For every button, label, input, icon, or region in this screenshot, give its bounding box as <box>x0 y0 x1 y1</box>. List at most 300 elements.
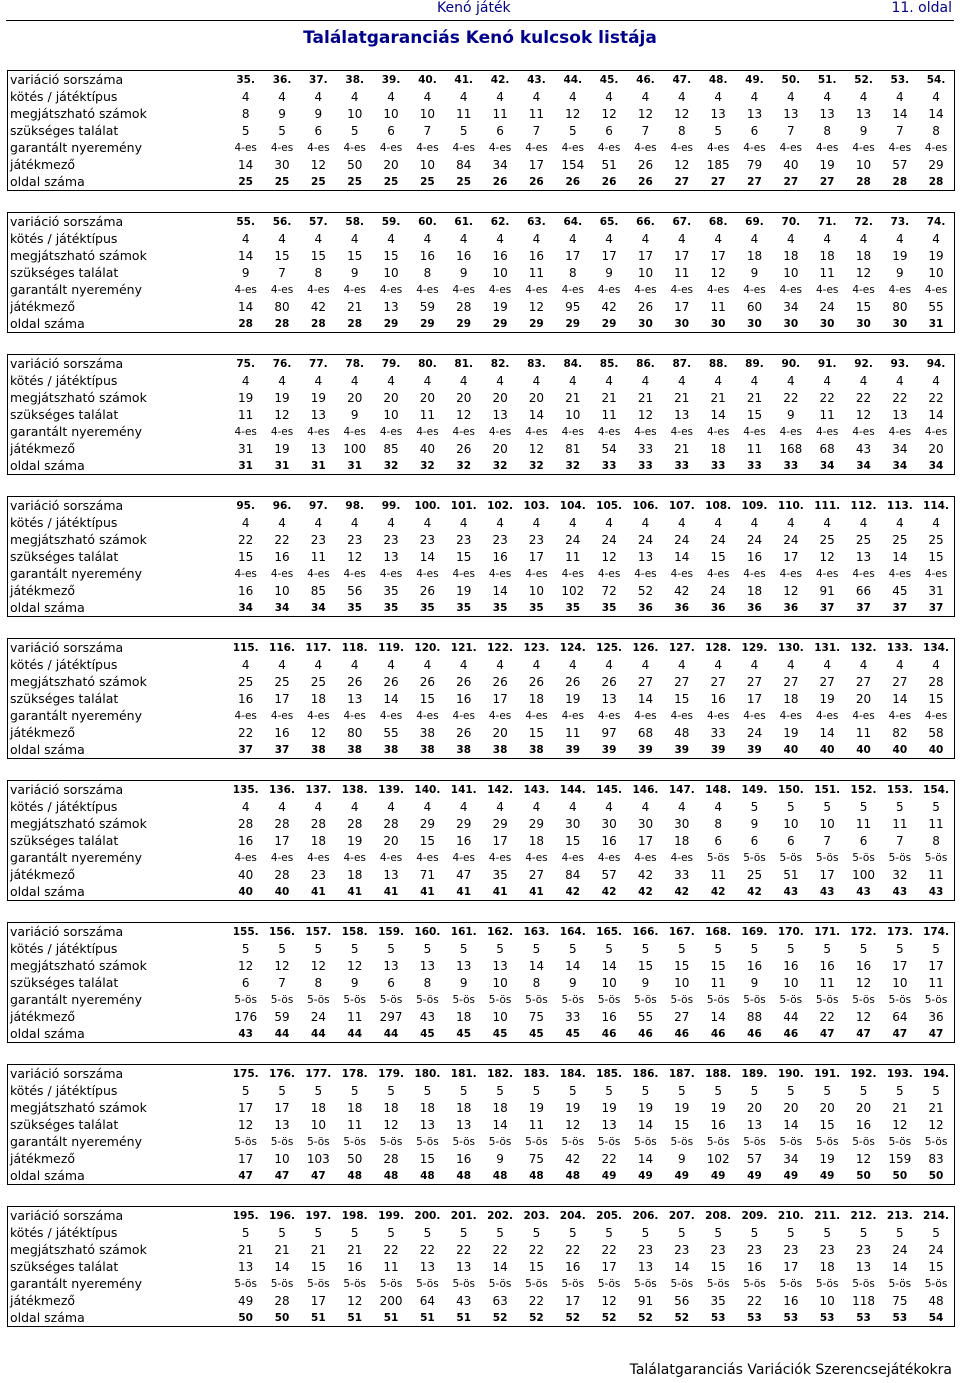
table-cell: 5 <box>568 1225 577 1240</box>
row-binding-game-type <box>8 940 955 957</box>
table-cell: 4 <box>496 657 504 672</box>
table-cell: 28 <box>347 816 363 831</box>
table-cell: 14 <box>565 958 581 973</box>
table-cell: 157. <box>300 923 336 941</box>
table-cell: 49 <box>627 1167 663 1185</box>
table-cell: 4-es <box>597 141 621 154</box>
table-cell: 15 <box>918 690 954 707</box>
row-label: kötés / játéktípus <box>8 798 228 815</box>
table-cell: 13 <box>819 106 835 121</box>
table-cell: 18 <box>456 1100 472 1115</box>
table-cell: 34 <box>809 457 845 475</box>
table-cell: 53 <box>882 1309 918 1327</box>
table-cell: 4 <box>568 373 577 388</box>
table-cell: 5 <box>387 941 395 956</box>
table-cell: 5 <box>605 1225 613 1240</box>
table-cell: 97 <box>601 725 617 740</box>
row-game-fields <box>8 1292 955 1309</box>
table-cell: 16 <box>710 1117 726 1132</box>
table-cell: 13 <box>456 958 472 973</box>
row-label: variáció sorszáma <box>8 923 228 941</box>
table-cell: 5 <box>787 941 795 956</box>
table-cell: 47 <box>809 1025 845 1043</box>
table-cell: 14 <box>274 1259 290 1274</box>
table-cell: 22 <box>528 1242 545 1257</box>
table-cell: 166. <box>627 923 663 941</box>
table-cell: 29 <box>456 816 472 831</box>
table-cell: 155. <box>228 923 264 941</box>
table-cell: 7 <box>641 123 650 138</box>
table-cell: 4-es <box>270 567 294 580</box>
table-cell: 15 <box>819 1117 835 1132</box>
table-cell: 35 <box>373 599 409 617</box>
table-cell: 39 <box>700 741 736 759</box>
table-cell: 27 <box>710 674 726 689</box>
table-cell: 22 <box>238 532 254 547</box>
table-cell: 127. <box>664 639 700 657</box>
table-cell: 189. <box>736 1065 772 1083</box>
table-cell: 28 <box>882 173 918 191</box>
table-cell: 4 <box>532 373 541 388</box>
table-cell: 102 <box>706 1151 730 1166</box>
table-cell: 84 <box>565 867 581 882</box>
table-cell: 4-es <box>743 709 766 722</box>
row-label: megjátszható számok <box>8 673 228 690</box>
table-cell: 4-es <box>779 709 803 722</box>
table-cell: 118 <box>852 1293 875 1308</box>
table-cell: 105. <box>591 497 627 515</box>
table-cell: 15 <box>674 958 690 973</box>
table-cell: 47 <box>918 1025 954 1043</box>
table-cell: 14 <box>238 299 254 314</box>
table-cell: 75 <box>892 1293 908 1308</box>
table-cell: 70. <box>773 213 809 231</box>
table-cell: 5 <box>568 941 577 956</box>
table-cell: 42 <box>700 883 736 901</box>
table-cell: 28 <box>383 1151 399 1166</box>
table-cell: 19 <box>347 833 363 848</box>
table-cell: 4-es <box>561 283 584 296</box>
table-cell: 147. <box>664 781 700 799</box>
table-cell: 10 <box>892 975 908 990</box>
table-cell: 50 <box>918 1167 954 1185</box>
table-cell: 4 <box>918 514 954 531</box>
table-cell: 15 <box>918 1258 954 1275</box>
table-cell: 156. <box>264 923 300 941</box>
table-cell: 11 <box>819 407 835 422</box>
table-cell: 15 <box>528 1259 545 1274</box>
row-playable-numbers <box>8 389 955 406</box>
table-cell: 13 <box>710 106 726 121</box>
table-cell: 24 <box>783 532 799 547</box>
table-cell: 12 <box>528 441 545 456</box>
row-label: oldal száma <box>8 741 228 759</box>
table-cell: 41 <box>446 883 482 901</box>
table-cell: 22 <box>419 1242 436 1257</box>
table-cell: 5-ös <box>488 993 512 1006</box>
table-cell: 12 <box>710 265 726 280</box>
table-cell: 20 <box>347 390 363 405</box>
row-game-fields <box>8 156 955 173</box>
table-cell: 4 <box>568 231 577 246</box>
table-cell: 10 <box>274 583 290 598</box>
table-cell: 15 <box>528 725 545 740</box>
table-cell: 4-es <box>488 283 512 296</box>
table-cell: 43 <box>456 1293 472 1308</box>
table-cell: 4 <box>350 89 359 104</box>
table-cell: 44 <box>373 1025 409 1043</box>
table-cell: 120. <box>409 639 445 657</box>
page-header <box>0 0 960 22</box>
table-cell: 19 <box>565 691 581 706</box>
table-cell: 16 <box>565 1259 581 1274</box>
table-cell: 14 <box>637 1117 654 1132</box>
table-cell: 4 <box>605 231 613 246</box>
table-cell: 4-es <box>452 283 475 296</box>
table-cell: 5-ös <box>888 1135 912 1148</box>
table-cell: 4-es <box>815 141 839 154</box>
table-cell: 25 <box>274 674 290 689</box>
table-cell: 23 <box>528 532 545 547</box>
table-cell: 50 <box>347 1151 363 1166</box>
table-cell: 38 <box>409 741 445 759</box>
table-cell: 4 <box>532 515 541 530</box>
table-cell: 4 <box>532 89 541 104</box>
table-cell: 27 <box>736 173 772 191</box>
table-cell: 48 <box>373 1167 409 1185</box>
table-cell: 56 <box>347 583 363 598</box>
table-cell: 102. <box>482 497 518 515</box>
row-label: szükséges találat <box>8 122 228 139</box>
table-cell: 20 <box>783 1100 799 1115</box>
table-cell: 22 <box>746 1293 763 1308</box>
table-cell: 201. <box>446 1207 482 1225</box>
table-cell: 12 <box>601 1293 617 1308</box>
row-label: játékmező <box>8 1008 228 1025</box>
table-cell: 36 <box>627 599 663 617</box>
table-cell: 95 <box>565 299 581 314</box>
table-cell: 40 <box>238 867 254 882</box>
table-cell: 5 <box>859 1083 868 1098</box>
row-label: oldal száma <box>8 315 228 333</box>
table-cell: 4 <box>677 231 686 246</box>
table-cell: 34 <box>783 299 799 314</box>
table-cell: 18 <box>419 1100 436 1115</box>
table-cell: 4-es <box>743 425 766 438</box>
table-cell: 29 <box>373 315 409 333</box>
table-cell: 53 <box>845 1309 881 1327</box>
table-cell: 151. <box>809 781 845 799</box>
table-cell: 31 <box>918 315 954 333</box>
table-cell: 52 <box>627 1309 663 1327</box>
table-cell: 30 <box>274 157 290 172</box>
table-cell: 101. <box>446 497 482 515</box>
table-cell: 198. <box>337 1207 373 1225</box>
table-cell: 52 <box>555 1309 591 1327</box>
table-cell: 12 <box>456 407 472 422</box>
table-cell: 5-ös <box>561 1135 585 1148</box>
row-label: garantált nyeremény <box>8 423 228 440</box>
row-playable-numbers <box>8 105 955 122</box>
table-cell: 4 <box>314 89 323 104</box>
table-cell: 40 <box>773 741 809 759</box>
table-cell: 12 <box>565 106 581 121</box>
row-label: játékmező <box>8 1150 228 1167</box>
row-label: megjátszható számok <box>8 531 228 548</box>
row-playable-numbers <box>8 1241 955 1258</box>
table-cell: 30 <box>637 816 654 831</box>
table-cell: 206. <box>627 1207 663 1225</box>
table-cell: 63. <box>518 213 554 231</box>
table-cell: 17 <box>238 1151 254 1166</box>
table-cell: 26 <box>518 173 554 191</box>
table-cell: 4 <box>387 373 395 388</box>
table-cell: 28 <box>238 816 254 831</box>
table-cell: 4 <box>496 373 504 388</box>
table-cell: 5 <box>350 941 359 956</box>
table-cell: 4 <box>896 373 904 388</box>
table-cell: 20 <box>819 1100 835 1115</box>
row-variation-number <box>8 923 955 941</box>
table-cell: 4-es <box>852 141 875 154</box>
table-cell: 145. <box>591 781 627 799</box>
table-cell: 10 <box>492 975 508 990</box>
table-cell: 20 <box>855 1100 872 1115</box>
table-cell: 4 <box>423 799 432 814</box>
table-cell: 37 <box>918 599 954 617</box>
table-cell: 197. <box>300 1207 336 1225</box>
table-cell: 203. <box>518 1207 554 1225</box>
table-cell: 12 <box>601 106 617 121</box>
table-cell: 205. <box>591 1207 627 1225</box>
table-cell: 4 <box>677 657 686 672</box>
table-cell: 93. <box>882 355 918 373</box>
table-cell: 11 <box>918 815 954 832</box>
table-cell: 4-es <box>270 141 294 154</box>
table-cell: 37 <box>264 741 300 759</box>
table-cell: 11 <box>710 975 726 990</box>
table-cell: 13 <box>855 1259 872 1274</box>
table-cell: 4-es <box>779 283 803 296</box>
table-cell: 19 <box>710 1100 726 1115</box>
table-cell: 40 <box>228 883 264 901</box>
table-cell: 49 <box>809 1167 845 1185</box>
table-cell: 35 <box>518 599 554 617</box>
table-cell: 4-es <box>918 707 954 724</box>
table-cell: 211. <box>809 1207 845 1225</box>
table-cell: 179. <box>373 1065 409 1083</box>
table-cell: 5-ös <box>379 1135 403 1148</box>
table-cell: 176. <box>264 1065 300 1083</box>
table-cell: 4 <box>278 89 286 104</box>
row-label: megjátszható számok <box>8 1099 228 1116</box>
table-cell: 29 <box>528 816 545 831</box>
table-cell: 16 <box>528 248 545 263</box>
table-cell: 15 <box>918 548 954 565</box>
table-cell: 4 <box>750 231 759 246</box>
table-cell: 27 <box>783 674 799 689</box>
table-cell: 19 <box>238 390 254 405</box>
table-cell: 44 <box>300 1025 336 1043</box>
table-cell: 11 <box>419 407 436 422</box>
table-cell: 190. <box>773 1065 809 1083</box>
table-cell: 14 <box>892 549 908 564</box>
table-cell: 4 <box>750 373 759 388</box>
row-label: szükséges találat <box>8 1258 228 1275</box>
row-page-number <box>8 1025 955 1043</box>
table-cell: 4-es <box>452 425 475 438</box>
table-cell: 42 <box>591 883 627 901</box>
table-cell: 24 <box>710 583 726 598</box>
row-label: kötés / játéktípus <box>8 1224 228 1241</box>
table-cell: 92. <box>845 355 881 373</box>
table-cell: 28 <box>300 315 336 333</box>
table-cell: 46 <box>773 1025 809 1043</box>
table-cell: 43 <box>845 883 881 901</box>
table-cell: 16 <box>783 958 799 973</box>
table-cell: 40 <box>809 741 845 759</box>
table-cell: 46 <box>627 1025 663 1043</box>
table-cell: 4-es <box>852 567 875 580</box>
table-cell: 13 <box>274 1117 290 1132</box>
table-cell: 5 <box>605 1083 613 1098</box>
row-label: szükséges találat <box>8 548 228 565</box>
table-cell: 26 <box>383 674 399 689</box>
table-cell: 48 <box>446 1167 482 1185</box>
table-cell: 55 <box>918 298 954 315</box>
table-cell: 33 <box>627 457 663 475</box>
row-label: szükséges találat <box>8 832 228 849</box>
table-cell: 9 <box>350 975 359 990</box>
table-cell: 67. <box>664 213 700 231</box>
table-cell: 40 <box>264 883 300 901</box>
table-cell: 5-ös <box>270 1135 294 1148</box>
table-cell: 10 <box>783 816 799 831</box>
table-cell: 53 <box>809 1309 845 1327</box>
table-cell: 103. <box>518 497 554 515</box>
table-cell: 23 <box>783 1242 799 1257</box>
table-cell: 106. <box>627 497 663 515</box>
row-variation-number <box>8 213 955 231</box>
table-cell: 13 <box>637 1259 654 1274</box>
table-cell: 22 <box>565 1242 581 1257</box>
table-cell: 11 <box>347 1009 363 1024</box>
table-cell: 5 <box>918 798 954 815</box>
table-cell: 4-es <box>525 851 548 864</box>
table-cell: 13 <box>419 958 436 973</box>
table-cell: 16 <box>492 549 508 564</box>
table-cell: 4 <box>859 657 868 672</box>
table-cell: 11 <box>238 407 254 422</box>
table-cell: 5-ös <box>525 993 548 1006</box>
table-cell: 5-ös <box>343 993 366 1006</box>
table-cell: 180. <box>409 1065 445 1083</box>
table-cell: 4 <box>605 373 613 388</box>
row-label: oldal száma <box>8 1025 228 1043</box>
table-cell: 5 <box>859 799 868 814</box>
table-cell: 168. <box>700 923 736 941</box>
table-cell: 5-ös <box>561 993 585 1006</box>
table-cell: 5-ös <box>743 851 766 864</box>
table-cell: 4 <box>459 231 468 246</box>
table-cell: 16 <box>274 725 290 740</box>
table-cell: 46 <box>664 1025 700 1043</box>
table-cell: 100 <box>852 867 875 882</box>
table-cell: 12 <box>918 1116 954 1133</box>
table-cell: 4 <box>605 799 613 814</box>
key-table <box>7 1064 955 1185</box>
table-cell: 4 <box>823 231 831 246</box>
table-cell: 9 <box>568 975 577 990</box>
table-cell: 35. <box>228 71 264 89</box>
row-required-hits <box>8 548 955 565</box>
table-cell: 4-es <box>307 141 330 154</box>
table-cell: 4-es <box>525 283 548 296</box>
table-cell: 12 <box>855 407 872 422</box>
table-cell: 14 <box>783 1117 799 1132</box>
table-cell: 19 <box>637 1100 654 1115</box>
table-cell: 27 <box>809 173 845 191</box>
table-cell: 5-ös <box>706 1277 730 1290</box>
table-cell: 87. <box>664 355 700 373</box>
table-cell: 109. <box>736 497 772 515</box>
table-cell: 182. <box>482 1065 518 1083</box>
table-cell: 137. <box>300 781 336 799</box>
table-cell: 34 <box>845 457 881 475</box>
row-label: kötés / játéktípus <box>8 514 228 531</box>
table-cell: 43. <box>518 71 554 89</box>
table-cell: 5 <box>568 123 577 138</box>
table-cell: 33 <box>710 725 726 740</box>
table-cell: 48 <box>482 1167 518 1185</box>
table-cell: 69. <box>736 213 772 231</box>
table-cell: 4 <box>823 515 831 530</box>
table-cell: 11 <box>347 1117 363 1132</box>
table-cell: 56 <box>674 1293 690 1308</box>
table-cell: 22 <box>528 1293 545 1308</box>
table-cell: 17 <box>819 867 835 882</box>
table-cell: 162. <box>482 923 518 941</box>
table-cell: 5 <box>714 123 722 138</box>
table-cell: 17 <box>528 549 545 564</box>
table-cell: 13 <box>456 1117 472 1132</box>
table-cell: 4-es <box>307 425 330 438</box>
table-cell: 5-ös <box>597 1135 621 1148</box>
table-cell: 13 <box>419 1259 436 1274</box>
table-cell: 27 <box>637 674 654 689</box>
table-cell: 5 <box>677 1225 686 1240</box>
row-label: játékmező <box>8 724 228 741</box>
table-cell: 5 <box>714 1083 722 1098</box>
table-cell: 47 <box>882 1025 918 1043</box>
table-cell: 4 <box>241 89 250 104</box>
table-cell: 5-ös <box>670 1277 694 1290</box>
table-cell: 5-ös <box>307 1135 330 1148</box>
table-cell: 45 <box>892 583 908 598</box>
table-cell: 33 <box>591 457 627 475</box>
table-cell: 107. <box>664 497 700 515</box>
table-cell: 5-ös <box>815 1135 839 1148</box>
table-cell: 16 <box>819 958 835 973</box>
row-label: játékmező <box>8 582 228 599</box>
table-cell: 8 <box>241 106 250 121</box>
table-cell: 11 <box>383 1259 399 1274</box>
table-cell: 13 <box>347 691 363 706</box>
table-cell: 51 <box>783 867 799 882</box>
row-guaranteed-prize <box>8 281 955 298</box>
table-cell: 12 <box>892 1117 908 1132</box>
table-cell: 199. <box>373 1207 409 1225</box>
